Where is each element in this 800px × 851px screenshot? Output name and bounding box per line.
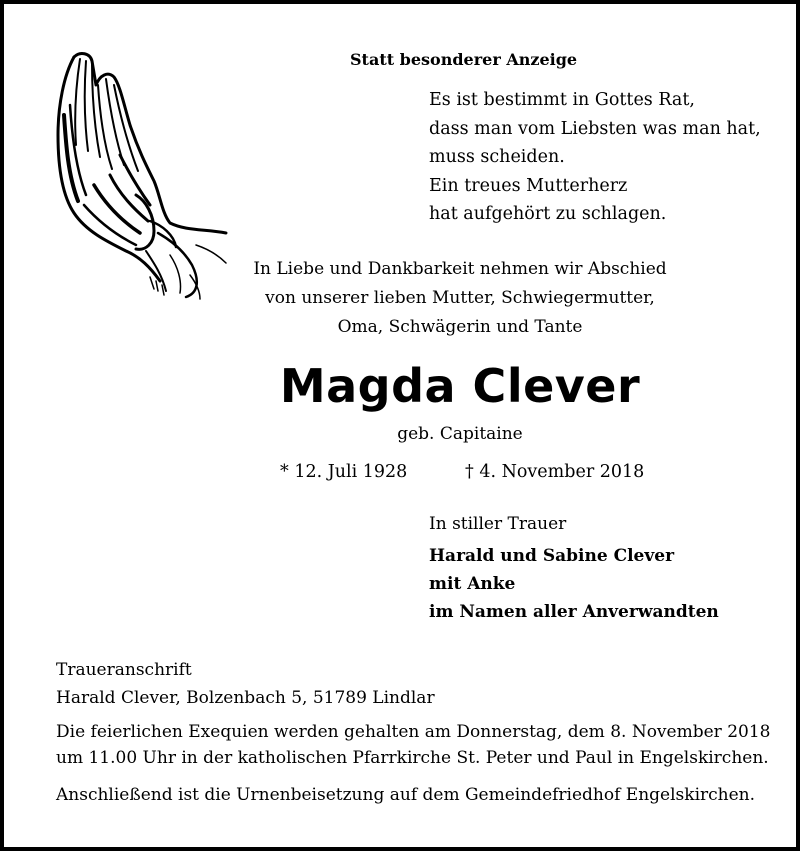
deceased-name: Magda Clever [279, 359, 641, 413]
address-line: Harald Clever, Bolzenbach 5, 51789 Lindlar [56, 688, 435, 708]
burial-info: Anschließend ist die Urnenbeisetzung auf dem Gemeindefriedhof Engelskirchen. [56, 785, 756, 805]
funeral-line: Die feierlichen Exequien werden gehalten am Donnerstag, dem 8. November 2018 [56, 722, 771, 742]
poem-line: muss scheiden. [429, 147, 565, 167]
birth-date: * 12. Juli 1928 [280, 462, 408, 482]
funeral-info [56, 719, 770, 771]
notice-heading: Statt besonderer Anzeige [350, 50, 578, 69]
maiden-name: geb. Capitaine [397, 424, 523, 444]
death-date: † 4. November 2018 [465, 462, 645, 482]
mourner-line: mit Anke [429, 574, 516, 594]
farewell-line: In Liebe und Dankbarkeit nehmen wir Abschied [253, 259, 667, 279]
poem-line: dass man vom Liebsten was man hat, [429, 118, 761, 139]
poem-line: Es ist bestimmt in Gottes Rat, [429, 90, 695, 110]
mourners-list [429, 542, 719, 626]
address-label: Traueranschrift [56, 660, 192, 680]
farewell-text [210, 255, 710, 342]
mourner-line: im Namen aller Anverwandten [429, 602, 719, 622]
poem-line: Ein treues Mutterherz [429, 175, 628, 196]
farewell-line: von unserer lieben Mutter, Schwiegermutter, [265, 288, 655, 308]
farewell-line: Oma, Schwägerin und Tante [337, 317, 583, 337]
poem-line: hat aufgehört zu schlagen. [429, 204, 667, 224]
mourning-address [56, 656, 435, 712]
mourning-intro: In stiller Trauer [429, 514, 567, 534]
praying-hands-icon [50, 45, 230, 305]
mourner-line: Harald und Sabine Clever [429, 546, 675, 566]
poem [429, 86, 761, 229]
funeral-line: um 11.00 Uhr in der katholischen Pfarrkirche St. Peter und Paul in Engelskirchen. [56, 748, 769, 768]
